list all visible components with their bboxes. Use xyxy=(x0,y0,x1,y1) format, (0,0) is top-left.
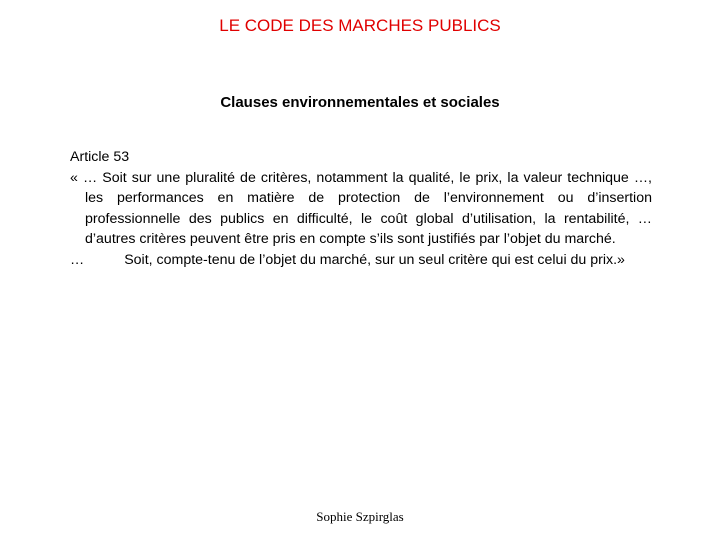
slide-title: LE CODE DES MARCHES PUBLICS xyxy=(219,16,501,35)
author-footer: Sophie Szpirglas xyxy=(316,509,404,524)
article-heading: Article 53 xyxy=(70,149,130,165)
article-paragraph-2 xyxy=(70,250,652,271)
article-paragraph-1: « … Soit sur une pluralité de critères, notamment la qualité, le prix, la valeur technique …, les performances en matière de protection de l’environnement ou d’insertion professionnelle des publics en difficulté, le coût global d’utilisation, la rentabilité, … d’autres critères peuvent être pris en compte s’ils sont justifiés par l’objet du marché. xyxy=(70,169,652,247)
article-body xyxy=(70,147,652,270)
ellipsis-lead: … xyxy=(70,251,85,268)
article-paragraph-2-text: Soit, compte-tenu de l’objet du marché, sur un seul critère qui est celui du prix.» xyxy=(124,251,625,268)
slide-subtitle: Clauses environnementales et sociales xyxy=(220,94,500,111)
